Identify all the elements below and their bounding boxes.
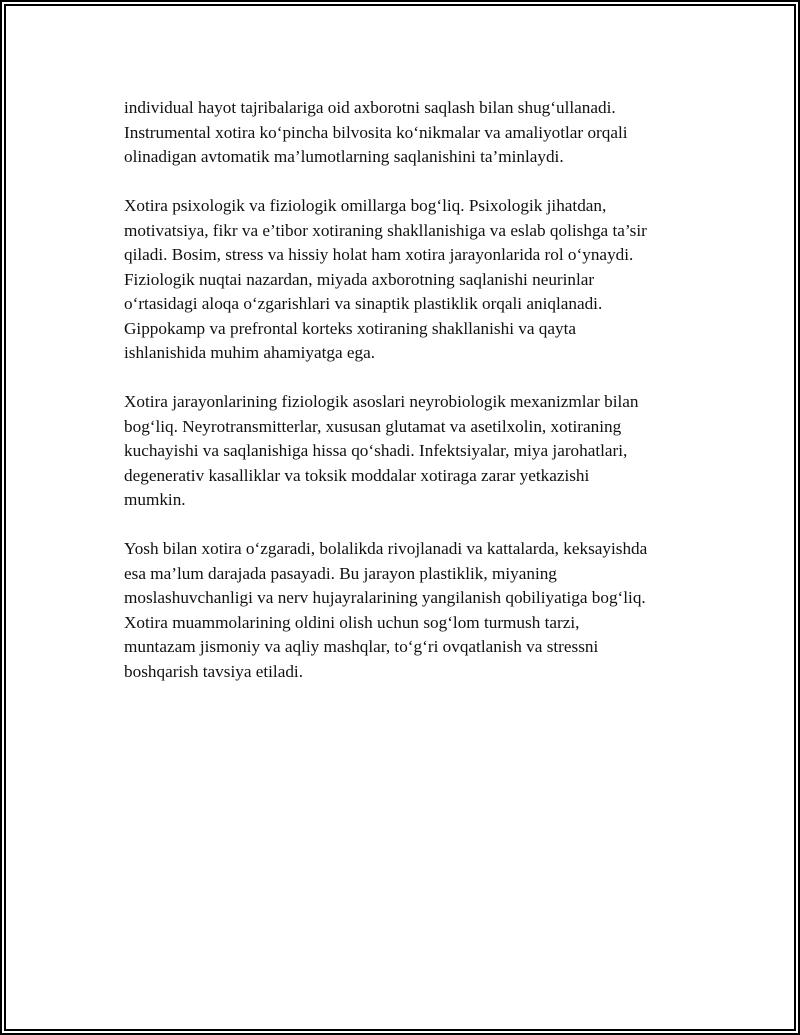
document-body xyxy=(124,96,694,709)
paragraph-2: Xotira psixologik va fiziologik omillarga bog‘liq. Psixologik jihatdan, motivatsiya, fikr va e’tibor xotiraning shakllanishiga va eslab qolishga ta’sir qiladi. Bosim, stress va hissiy holat ham xotira jarayonlarida rol o‘ynaydi. Fiziologik nuqtai nazardan, miyada axborotning saqlanishi neurinlar o‘rtasidagi aloqa o‘zgarishlari va sinaptik plastiklik orqali aniqlanadi. Gippokamp va prefrontal korteks xotiraning shakllanishi va qayta ishlanishida muhim ahamiyatga ega. xyxy=(124,196,647,362)
paragraph-4: Yosh bilan xotira o‘zgaradi, bolalikda rivojlanadi va kattalarda, keksayishda esa ma’lum darajada pasayadi. Bu jarayon plastiklik, miyaning moslashuvchanligi va nerv hujayralarining yangilanish qobiliyatiga bog‘liq. Xotira muammolarining oldini olish uchun sog‘lom turmush tarzi, muntazam jismoniy va aqliy mashqlar, to‘g‘ri ovqatlanish va stressni boshqarish tavsiya etiladi. xyxy=(124,539,648,681)
paragraph-3: Xotira jarayonlarining fiziologik asoslari neyrobiologik mexanizmlar bilan bog‘liq. Neyrotransmitterlar, xususan glutamat va asetilxolin, xotiraning kuchayishi va saqlanishiga hissa qo‘shadi. Infektsiyalar, miya jarohatlari, degenerativ kasalliklar va toksik moddalar xotiraga zarar yetkazishi mumkin. xyxy=(124,392,639,509)
paragraph-1: individual hayot tajribalariga oid axborotni saqlash bilan shug‘ullanadi. Instrumental xotira ko‘pincha bilvosita ko‘nikmalar va amaliyotlar orqali olinadigan avtomatik ma’lumotlarning saqlanishini ta’minlaydi. xyxy=(124,98,628,166)
